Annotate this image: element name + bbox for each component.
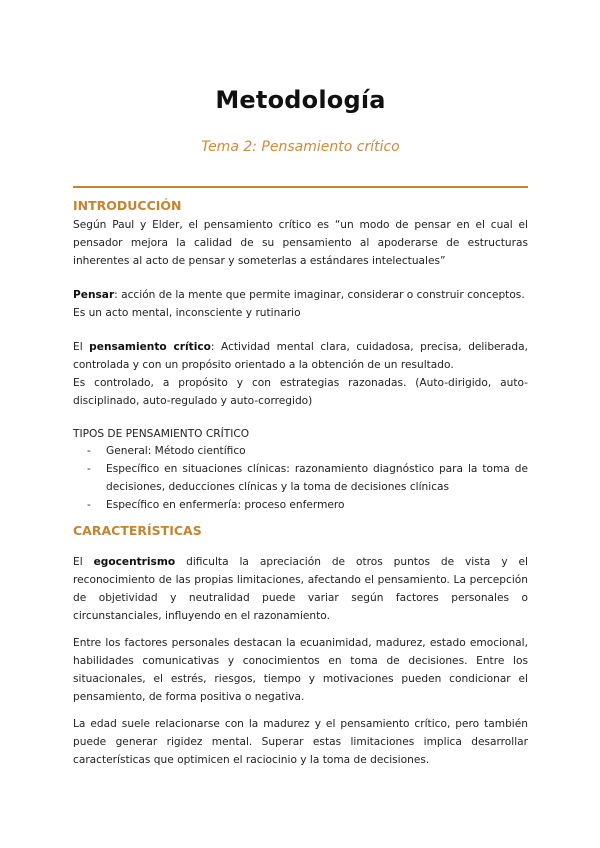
list-item-text: General: Método científico [106,445,246,457]
header-divider [73,186,528,188]
pc-def-text: : Actividad mental clara, cuidadosa, precisa, deliberada, controlada y con un propósito orientado a la obtención de un resultado. [73,341,528,371]
list-item [87,442,528,460]
factores-paragraph: Entre los factores personales destacan la ecuanimidad, madurez, estado emocional, habilidades comunicativas y conocimientos en toma de decisiones. Entre los situacionales, el estrés, riesgos, tiempo y motivaciones pueden condicionar el pensamiento, de forma positiva o negativa. [73,637,528,703]
list-item [87,496,528,514]
egocentrismo-paragraph [73,553,528,625]
page-title: Metodología [215,86,386,114]
pc-term: pensamiento crítico [89,341,211,353]
page-subtitle: Tema 2: Pensamiento crítico [201,139,400,155]
types-list [87,442,528,514]
pensamiento-critico-definition [73,338,528,410]
list-bullet: - [87,445,91,457]
egocentrismo-term: egocentrismo [93,556,176,568]
section-heading-introduccion: INTRODUCCIÓN [73,198,182,213]
list-item [87,460,528,496]
list-bullet: - [87,463,91,475]
pc-line2: Es controlado, a propósito y con estrategias razonadas. (Auto-dirigido, auto-disciplinado, auto-regulado y auto-corregido) [73,377,528,407]
pensar-line2: Es un acto mental, inconsciente y rutinario [73,307,301,319]
pensar-term: Pensar [73,289,115,301]
edad-paragraph: La edad suele relacionarse con la madurez y el pensamiento crítico, pero también puede generar rigidez mental. Superar estas limitaciones implica desarrollar características que optimicen el raciocinio y la toma de decisiones. [73,718,528,766]
pc-prefix: El [73,341,90,353]
list-item-text: Específico en situaciones clínicas: razonamiento diagnóstico para la toma de decisiones, deducciones clínicas y la toma de decisiones clínicas [106,463,528,493]
pensar-definition [73,286,528,322]
types-heading: TIPOS DE PENSAMIENTO CRÍTICO [73,428,250,440]
section-heading-caracteristicas: CARACTERÍSTICAS [73,523,202,538]
list-bullet: - [87,499,91,511]
list-item-text: Específico en enfermería: proceso enfermero [106,499,345,511]
intro-paragraph: Según Paul y Elder, el pensamiento crítico es “un modo de pensar en el cual el pensador mejora la calidad de su pensamiento al apoderarse de estructuras inherentes al acto de pensar y someterlas a estándares intelectuales” [73,219,528,267]
ego-rest: dificulta la apreciación de otros puntos de vista y el reconocimiento de las propias limitaciones, afectando el pensamiento. La percepción de objetividad y neutralidad puede variar según factores personales o circunstanciales, influyendo en el razonamiento. [73,556,528,622]
pensar-def-text: : acción de la mente que permite imaginar, considerar o construir conceptos. [114,289,525,301]
ego-prefix: El [73,556,94,568]
